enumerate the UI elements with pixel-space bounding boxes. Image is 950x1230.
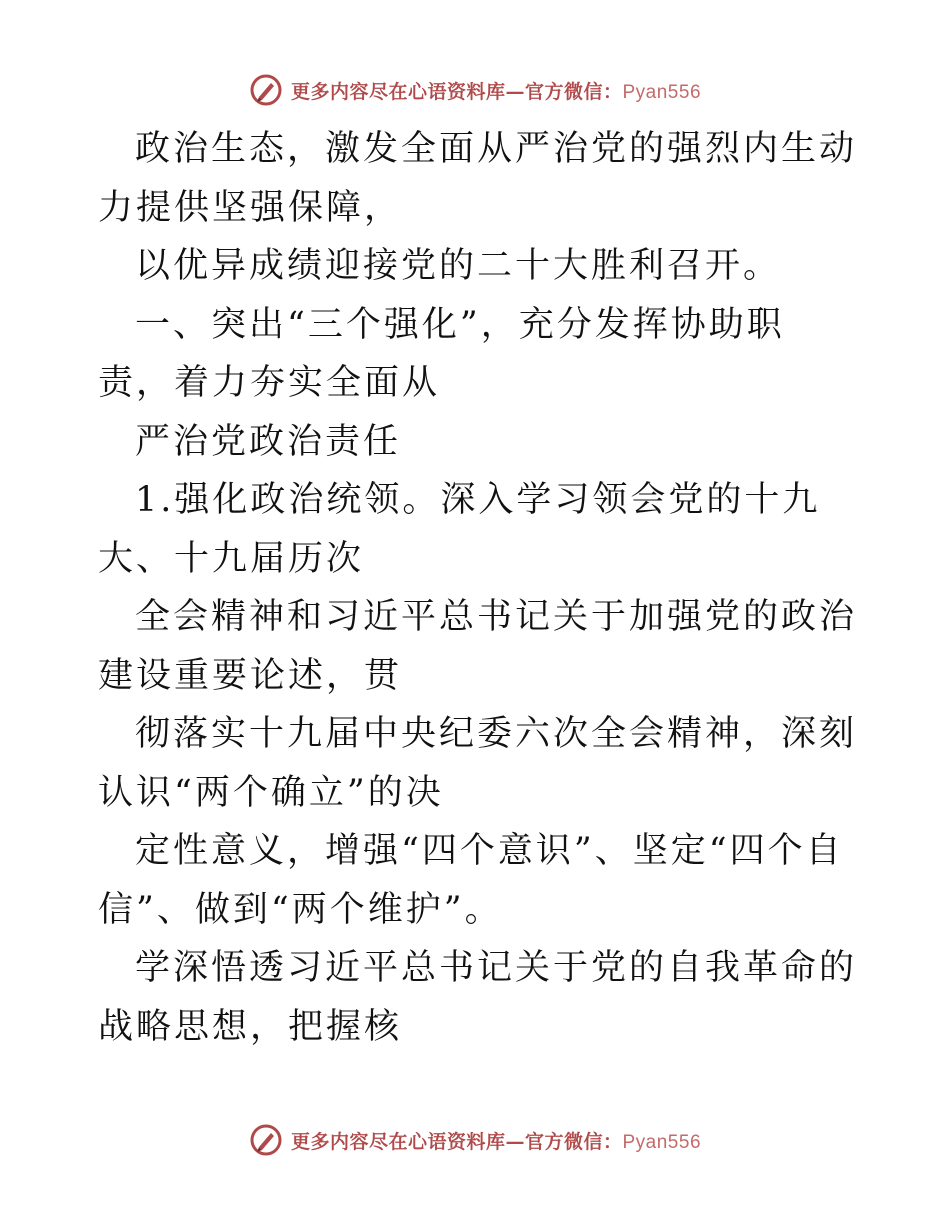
- paragraph: 定性意义，增强“四个意识”、坚定“四个自信”、做到“两个维护”。: [98, 831, 844, 930]
- header-banner-text: [291, 77, 701, 104]
- paragraph: 政治生态，激发全面从严治党的强烈内生动力提供坚强保障，: [98, 129, 858, 228]
- paragraph: 一、突出“三个强化”，充分发挥协助职责，着力夯实全面从: [98, 304, 785, 403]
- paragraph: 学深悟透习近平总书记关于党的自我革命的战略思想，把握核: [98, 948, 858, 1047]
- banner-wechat-label: 官方微信：: [524, 1130, 623, 1153]
- banner-wechat-label: 官方微信：: [524, 80, 623, 103]
- footer-banner: [0, 1120, 950, 1160]
- banner-wechat-id: Pyan556: [622, 1131, 702, 1153]
- header-banner: [0, 70, 950, 110]
- paragraph: 以优异成绩迎接党的二十大胜利召开。: [135, 246, 782, 286]
- paragraph: 1.强化政治统领。深入学习领会党的十九大、十九届历次: [98, 480, 821, 579]
- banner-main-text: 更多内容尽在心语资料库: [290, 1130, 506, 1153]
- banner-main-text: 更多内容尽在心语资料库: [290, 80, 506, 103]
- paragraph: 严治党政治责任: [135, 421, 402, 462]
- footer-banner-text: [291, 1127, 701, 1154]
- pen-logo-icon: [249, 73, 283, 107]
- banner-separator: —: [505, 1130, 525, 1153]
- paragraph: 全会精神和习近平总书记关于加强党的政治建设重要论述，贯: [98, 597, 858, 696]
- paragraph: 彻落实十九届中央纪委六次全会精神，深刻认识“两个确立”的决: [98, 714, 858, 813]
- banner-separator: —: [505, 80, 525, 103]
- banner-wechat-id: Pyan556: [622, 81, 702, 103]
- pen-logo-icon: [249, 1123, 283, 1157]
- document-body: [98, 120, 858, 1056]
